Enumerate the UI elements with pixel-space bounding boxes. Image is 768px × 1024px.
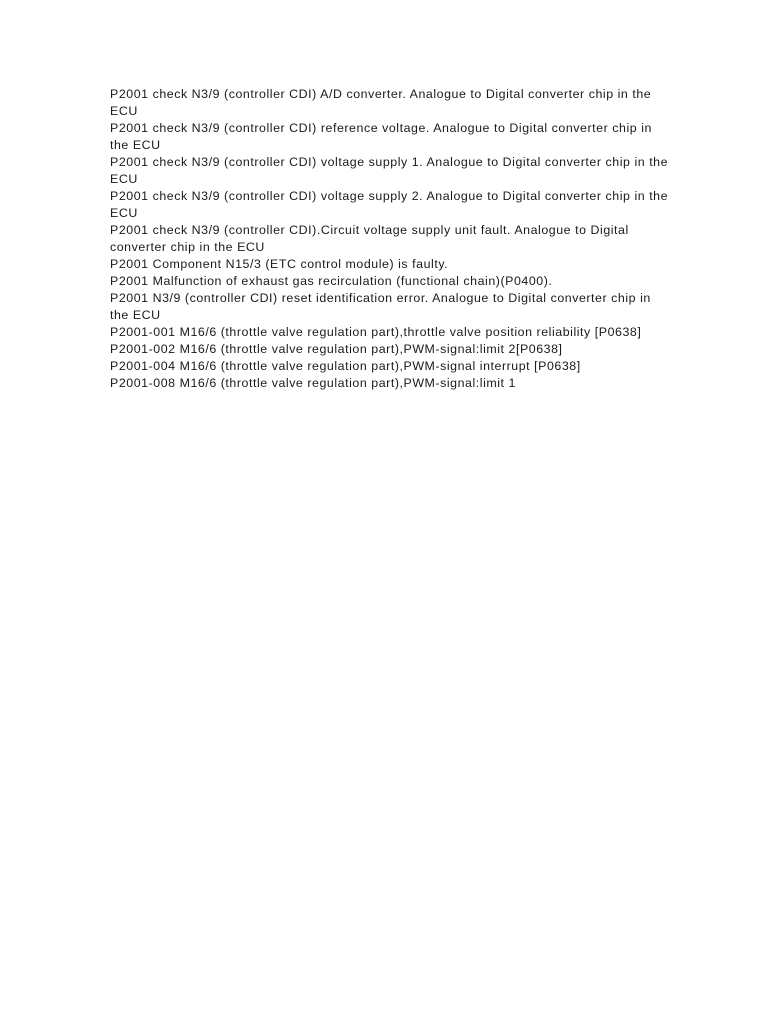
fault-code-entry: P2001-004 M16/6 (throttle valve regulation part),PWM-signal interrupt [P0638] <box>110 359 581 373</box>
fault-code-entry: P2001 check N3/9 (controller CDI).Circuit voltage supply unit fault. Analogue to Digital converter chip in the ECU <box>110 223 629 254</box>
fault-code-entry: P2001 check N3/9 (controller CDI) reference voltage. Analogue to Digital converter chip in the ECU <box>110 121 652 152</box>
fault-code-entry: P2001 check N3/9 (controller CDI) voltage supply 2. Analogue to Digital converter chip in the ECU <box>110 189 669 220</box>
fault-code-entry: P2001-002 M16/6 (throttle valve regulation part),PWM-signal:limit 2[P0638] <box>110 342 563 356</box>
fault-code-entry: P2001 N3/9 (controller CDI) reset identification error. Analogue to Digital converter chip in the ECU <box>110 291 651 322</box>
fault-code-list <box>110 86 670 392</box>
fault-code-entry: P2001 Malfunction of exhaust gas recirculation (functional chain)(P0400). <box>110 274 553 288</box>
fault-code-entry: P2001 check N3/9 (controller CDI) voltage supply 1. Analogue to Digital converter chip in the ECU <box>110 155 669 186</box>
fault-code-entry: P2001 check N3/9 (controller CDI) A/D converter. Analogue to Digital converter chip in the ECU <box>110 87 652 118</box>
fault-code-entry: P2001-008 M16/6 (throttle valve regulation part),PWM-signal:limit 1 <box>110 376 516 390</box>
fault-code-entry: P2001 Component N15/3 (ETC control module) is faulty. <box>110 257 449 271</box>
fault-code-entry: P2001-001 M16/6 (throttle valve regulation part),throttle valve position reliability [P0638] <box>110 325 642 339</box>
